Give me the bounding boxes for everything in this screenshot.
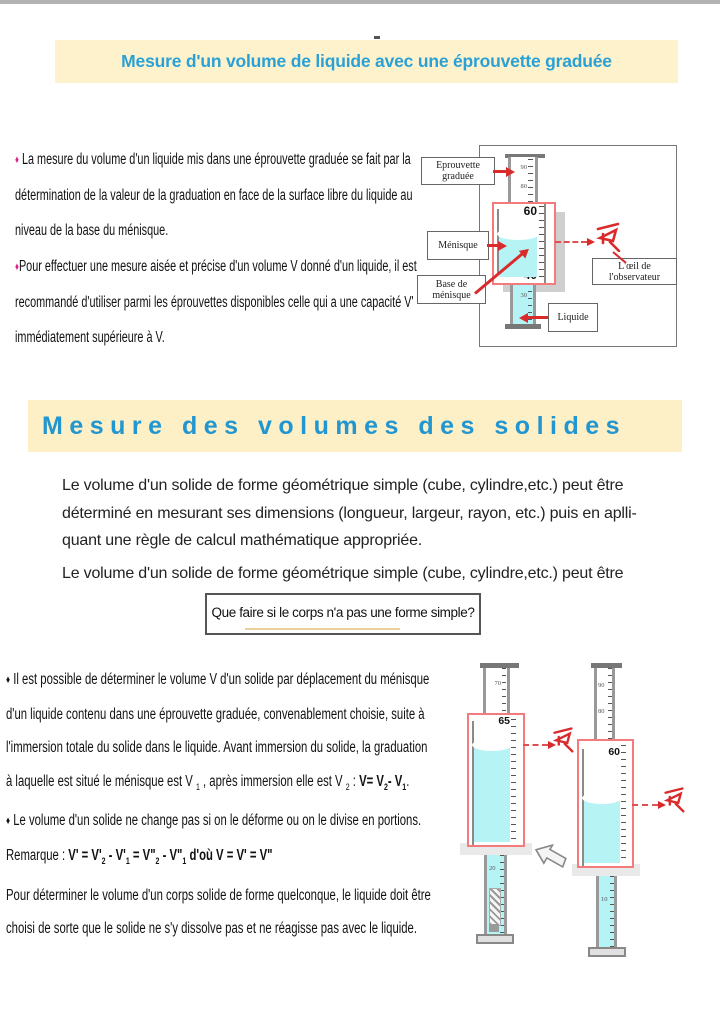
direction-arrow-icon xyxy=(529,839,571,877)
body-line: ♦ Le volume d'un solide ne change pas si on le déforme ou on le divise en portions. xyxy=(6,812,422,830)
tick-marks xyxy=(528,159,533,203)
arrow-menisque-icon xyxy=(487,244,499,247)
graduation-label: 30 xyxy=(520,292,527,299)
intro-line: niveau de la base du ménisque. xyxy=(15,222,169,240)
graduation-label: 70 xyxy=(494,680,501,687)
graduation-label: 10 xyxy=(601,896,608,903)
liquid-after xyxy=(474,745,510,842)
immersed-solid xyxy=(489,888,501,926)
paragraph-line: Le volume d'un solide de forme géométrique simple (cube, cylindre,etc.) peut être xyxy=(62,477,624,494)
meniscus-curve xyxy=(497,228,539,240)
meniscus-curve xyxy=(582,792,622,804)
question-text: Que faire si le corps n'a pas une forme simple? xyxy=(211,605,475,620)
body-line: Pour déterminer le volume d'un corps solide de forme quelconque, le liquide doit être xyxy=(6,886,431,904)
question-box xyxy=(205,593,481,635)
paragraph-line: déterminé en mesurant ses dimensions (longueur, largeur, rayon, etc.) puis en aplli- xyxy=(62,504,637,522)
scan-artifact xyxy=(374,36,380,39)
graduation-60: 60 xyxy=(523,204,537,218)
title-banner xyxy=(55,40,678,83)
label-oeil-observateur: L'œil de l'observateur xyxy=(592,258,677,285)
graduation-65: 65 xyxy=(498,715,510,727)
observer-eye-icon xyxy=(595,222,621,252)
top-border-bar xyxy=(0,0,720,4)
observer-eye-icon xyxy=(663,786,685,813)
sightline-arrow-icon xyxy=(523,744,548,746)
body-line: d'un liquide contenu dans une éprouvette graduée, convenablement choisie, suite à xyxy=(6,705,425,723)
label-menisque: Ménisque xyxy=(427,231,489,260)
intro-line: ♦ La mesure du volume d'un liquide mis dans une éprouvette graduée se fait par la xyxy=(15,151,411,168)
graduation-60: 60 xyxy=(608,746,620,758)
arrow-eprouvette-icon xyxy=(493,170,507,173)
liquid-before xyxy=(584,798,620,863)
intro-line: immédiatement supérieure à V. xyxy=(15,329,165,347)
tick-marks xyxy=(539,206,544,281)
tick-marks xyxy=(608,668,612,739)
intro-line: détermination de la valeur de la graduation en face de la surface libre du liquide au xyxy=(15,187,413,205)
label-eprouvette: Eprouvette graduée xyxy=(421,157,495,185)
cylinder-foot xyxy=(476,934,514,944)
cylinder-neck xyxy=(483,668,510,713)
question-underline xyxy=(245,628,400,630)
cylinder-foot xyxy=(588,947,626,957)
label-liquide: Liquide xyxy=(548,303,598,332)
solid-base-block xyxy=(489,924,499,932)
meniscus-curve xyxy=(472,739,512,751)
page-title: Mesure d'un volume de liquide avec une éprouvette graduée xyxy=(121,51,612,71)
immersion-comparison-diagram xyxy=(455,658,715,968)
intro-paragraph xyxy=(15,142,417,355)
solids-paragraph xyxy=(62,472,637,555)
graduation-label: 80 xyxy=(520,183,527,190)
tick-marks xyxy=(502,668,506,713)
body-line: Remarque : $V' = V'_2 - V'_1$ = $V"_2$ - $V"_1$ d'où V = V' = V" xyxy=(6,847,273,868)
cylinder-wall xyxy=(544,204,546,283)
graduation-label: 80 xyxy=(598,708,605,715)
body-line: choisi de sorte que le solide ne s'y dissolve pas et ne réagisse pas avec le liquide. xyxy=(6,920,418,938)
cylinder-reading-diagram xyxy=(415,130,720,360)
displacement-paragraph xyxy=(6,663,459,946)
body-line: l'immersion totale du solide dans le liquide. Avant immersion du solide, la graduation xyxy=(6,739,428,757)
intro-line: ♦Pour effectuer une mesure aisée et précise d'un volume V donné d'un liquide, il est xyxy=(15,257,417,275)
zoom-inset-right xyxy=(577,739,634,868)
sightline-arrow-icon xyxy=(632,804,658,806)
cylinder-lower-with-solid xyxy=(484,855,507,935)
label-base-menisque: Base de ménisque xyxy=(417,275,486,304)
arrow-liquide-icon xyxy=(527,316,548,319)
body-line: à laquelle est situé le ménisque est V $_1$ , après immersion elle est V $_2$ : $V= V_2-$ $V_1$. xyxy=(6,772,410,793)
cylinder-base xyxy=(505,324,541,329)
paragraph-line: quant une règle de calcul mathématique appropriée. xyxy=(62,532,423,549)
cylinder-lower xyxy=(596,876,617,948)
solids-paragraph-repeat: Le volume d'un solide de forme géométrique simple (cube, cylindre,etc.) peut être xyxy=(62,565,624,582)
cylinder-neck xyxy=(594,668,615,739)
graduation-label: 20 xyxy=(489,865,496,872)
body-line: ♦ Il est possible de déterminer le volume V d'un solide par déplacement du ménisque xyxy=(6,671,430,688)
graduation-label: 90 xyxy=(598,682,605,689)
cylinder-neck xyxy=(508,157,538,203)
intro-line: recommandé d'utiliser parmi les éprouvettes disponibles celle qui a une capacité V' xyxy=(15,293,414,311)
tick-marks xyxy=(511,719,516,841)
zoom-inset-left xyxy=(467,713,525,847)
section-banner xyxy=(28,400,682,452)
tick-marks xyxy=(621,745,626,862)
tick-marks xyxy=(610,876,614,948)
graduation-label: 90 xyxy=(520,164,527,171)
sightline-arrow-icon xyxy=(555,241,587,243)
section-title: Mesure des volumes des solides xyxy=(42,412,627,440)
